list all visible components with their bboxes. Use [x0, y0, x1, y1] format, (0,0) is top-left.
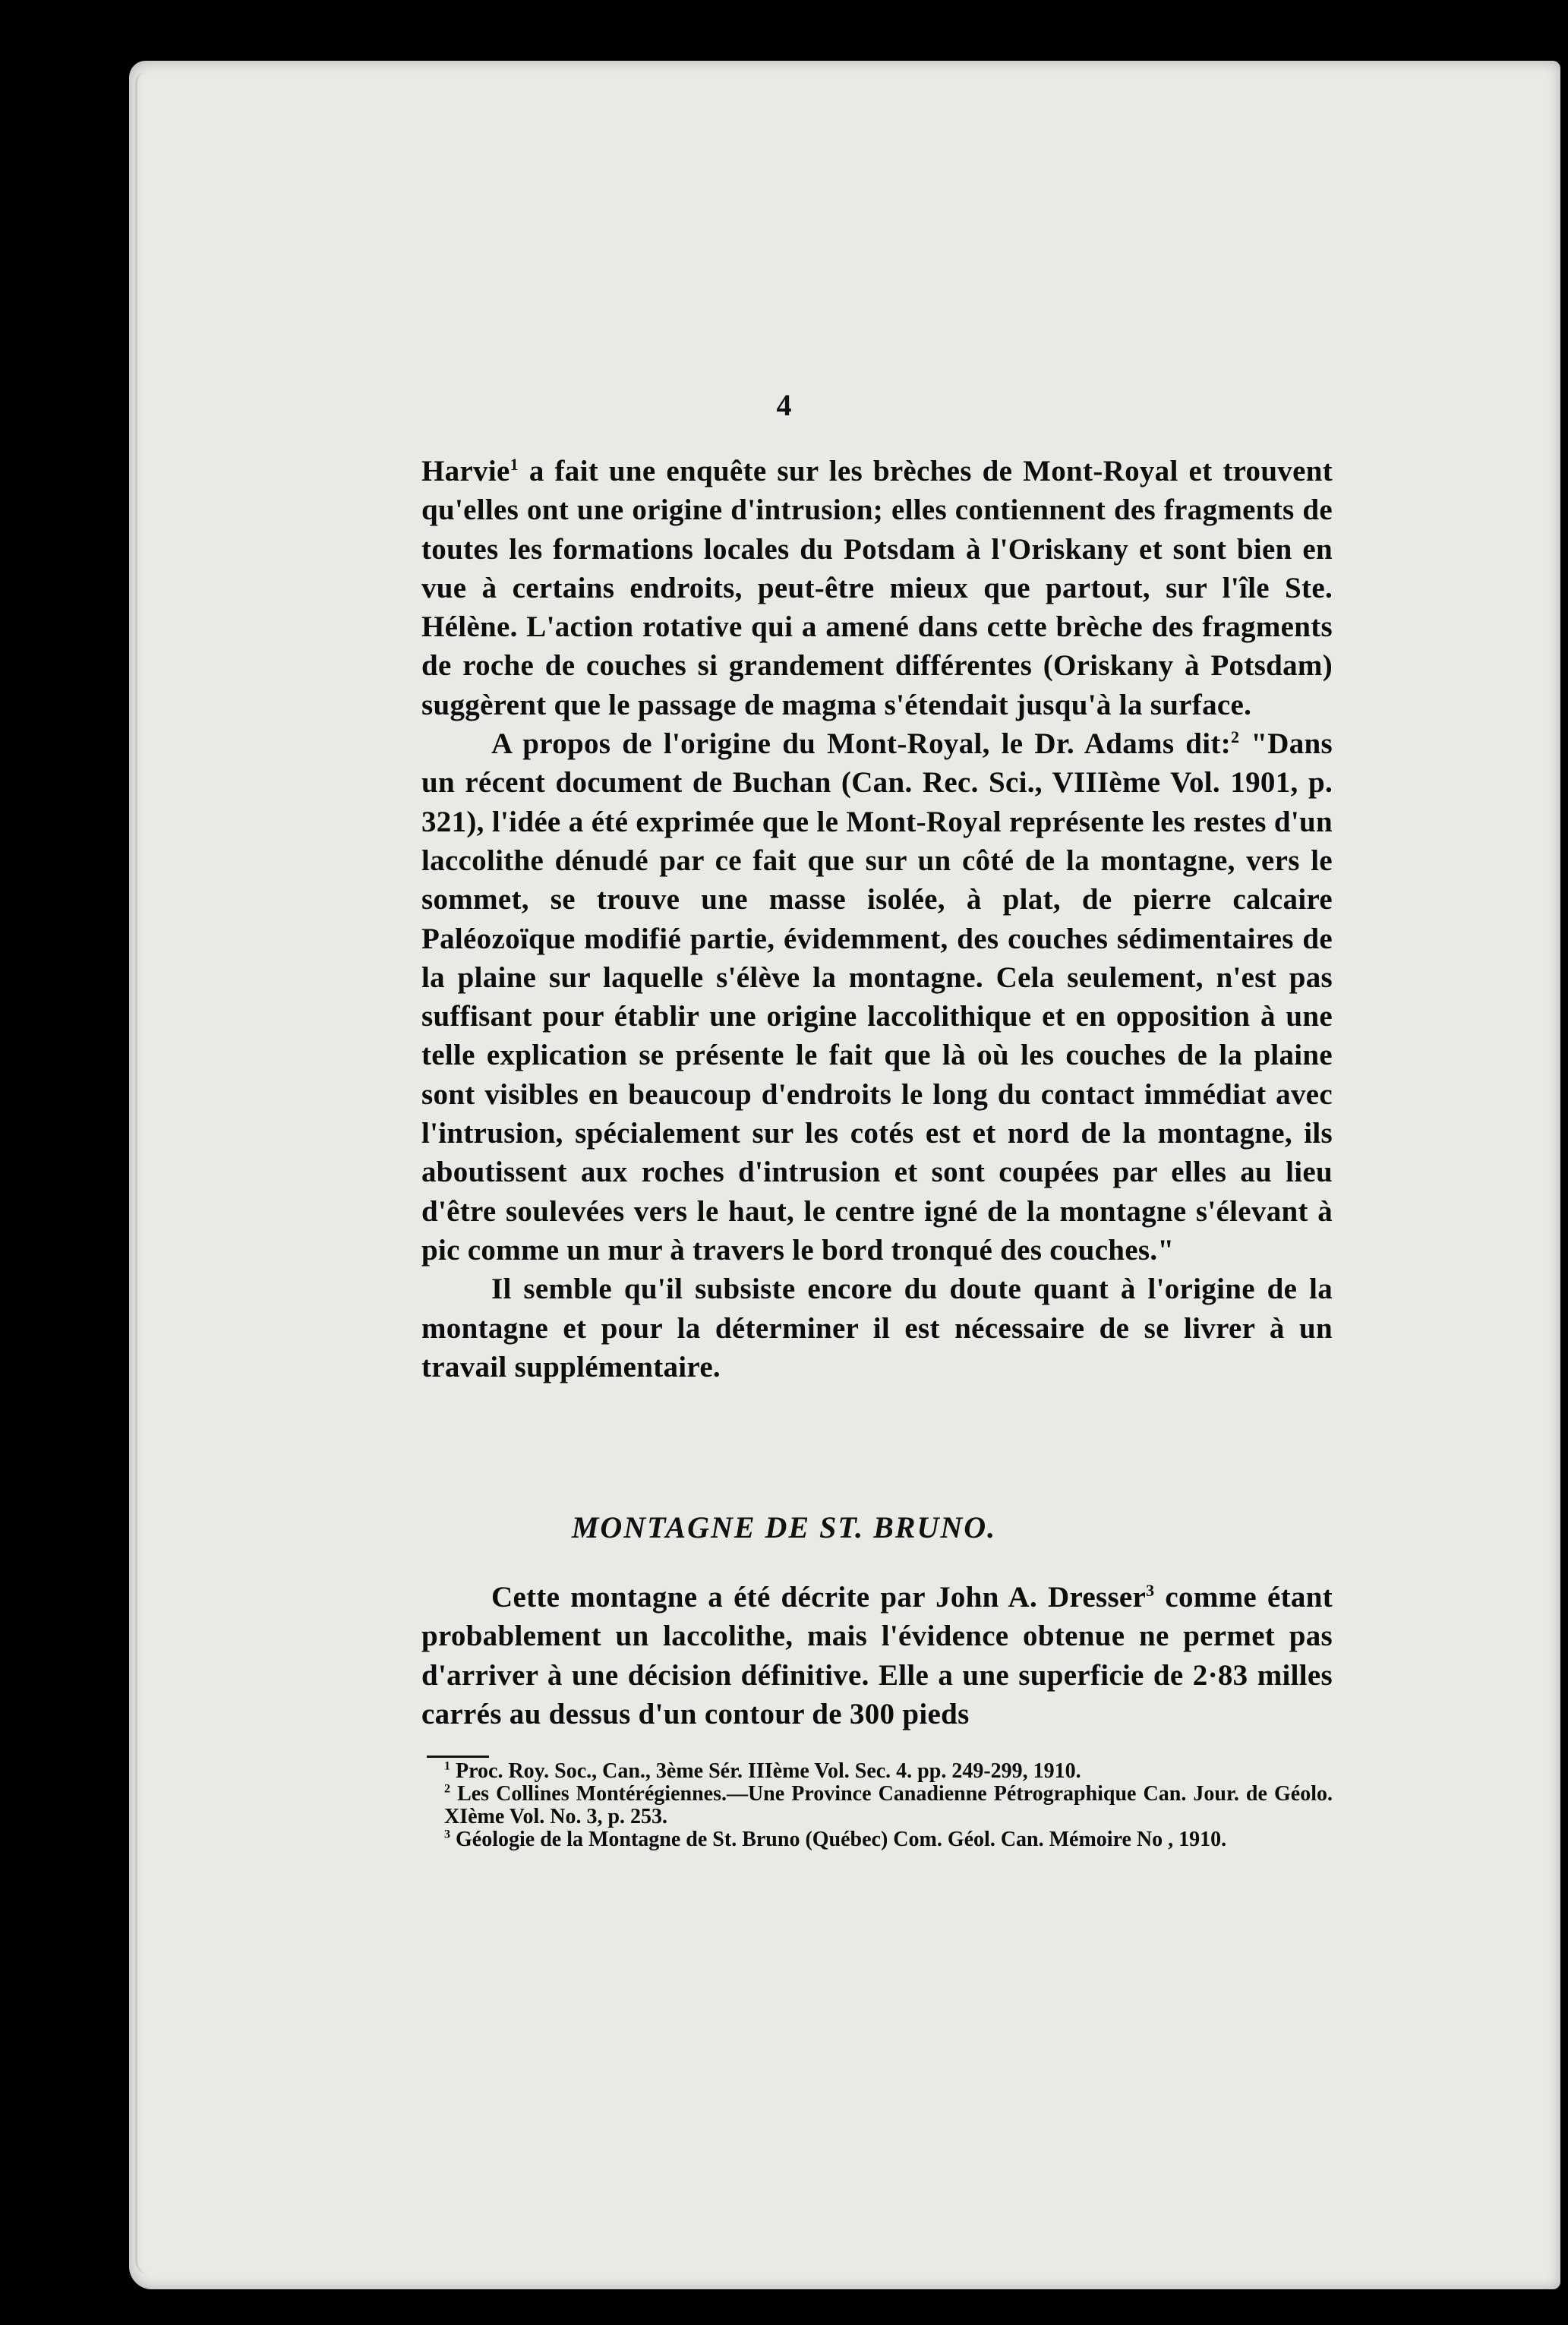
footnote-ref: 3: [1146, 1581, 1155, 1600]
footnote-marker: 1: [444, 1759, 450, 1773]
section-heading: MONTAGNE DE ST. BRUNO.: [571, 1510, 997, 1544]
footnote-text: Les Collines Montérégiennes.—Une Province Canadienne Pétrographique Can. Jour. de Géolo. XIème Vol. No. 3, p. 253.: [444, 1782, 1333, 1828]
paragraph-lead: Cette montagne a été décrite par John A. Dresser: [491, 1581, 1147, 1614]
footnote-2: [444, 1783, 1333, 1828]
paragraph-st-bruno: [421, 1578, 1333, 1733]
footnote-ref: 1: [510, 455, 519, 474]
section-text-block: [421, 1578, 1333, 1733]
footnote-marker: 3: [444, 1828, 450, 1841]
footnote-text: Proc. Roy. Soc., Can., 3ème Sér. IIIème Vol. Sec. 4. pp. 249-299, 1910.: [450, 1759, 1081, 1783]
main-text-block: [421, 452, 1333, 1386]
footnote-1: [444, 1760, 1333, 1783]
paragraph-text: "Dans un récent document de Buchan (Can. Rec. Sci., VIIIème Vol. 1901, p. 321), l'idée a été exprimée que le Mont-Royal représente les restes d'un laccolithe dénudé par ce fait que sur un côté de la montagne, vers le sommet, se trouve une masse isolée, à plat, de pierre calcaire Paléozoïque modifié partie, évidemment, des couches sédimentaires de la plaine sur laquelle s'élève la montagne. Cela seulement, n'est pas suffisant pour établir une origine laccolithique et en opposition à une telle explication se présente le fait que là où les couches de la plaine sont visibles en beaucoup d'endroits le long du contact immédiat avec l'intrusion, spécialement sur les cotés est et nord de la montagne, ils aboutissent aux roches d'intrusion et sont coupées par elles au lieu d'être soulevées vers le haut, le centre igné de la montagne s'élevant à pic comme un mur à travers le bord tronqué des couches.": [421, 727, 1333, 1267]
footnote-3: [444, 1828, 1333, 1851]
paragraph-harvie: [421, 452, 1333, 724]
footnote-marker: 2: [444, 1782, 450, 1796]
paragraph-text: comme étant probablement un laccolithe, mais l'évidence obtenue ne permet pas d'arriver à une décision définitive. Elle a une superficie de 2·83 milles carrés au dessus d'un contour de 300 pieds: [421, 1581, 1333, 1730]
paragraph-lead: Harvie: [421, 455, 510, 487]
paragraph-adams-quote: [421, 724, 1333, 1270]
footnotes: [444, 1760, 1333, 1851]
footnote-ref: 2: [1231, 727, 1240, 747]
paragraph-text: a fait une enquête sur les brèches de Mont-Royal et trouvent qu'elles ont une origine d'intrusion; elles contiennent des fragments de toutes les formations locales du Potsdam à l'Oriskany et sont bien en vue à certains endroits, peut-être mieux que partout, sur l'île Ste. Hélène. L'action rotative qui a amené dans cette brèche des fragments de roche de couches si grandement différentes (Oriskany à Potsdam) suggèrent que le passage de magma s'étendait jusqu'à la surface.: [421, 455, 1333, 721]
page-number: 4: [776, 388, 792, 422]
paragraph-conclusion: Il semble qu'il subsiste encore du doute quant à l'origine de la montagne et pour la déterminer il est nécessaire de se livrer à un travail supplémentaire.: [421, 1273, 1333, 1383]
footnote-text: Géologie de la Montagne de St. Bruno (Québec) Com. Géol. Can. Mémoire No , 1910.: [450, 1828, 1227, 1851]
paragraph-lead: A propos de l'origine du Mont-Royal, le Dr. Adams dit:: [491, 727, 1232, 761]
footnote-divider: [427, 1756, 489, 1758]
